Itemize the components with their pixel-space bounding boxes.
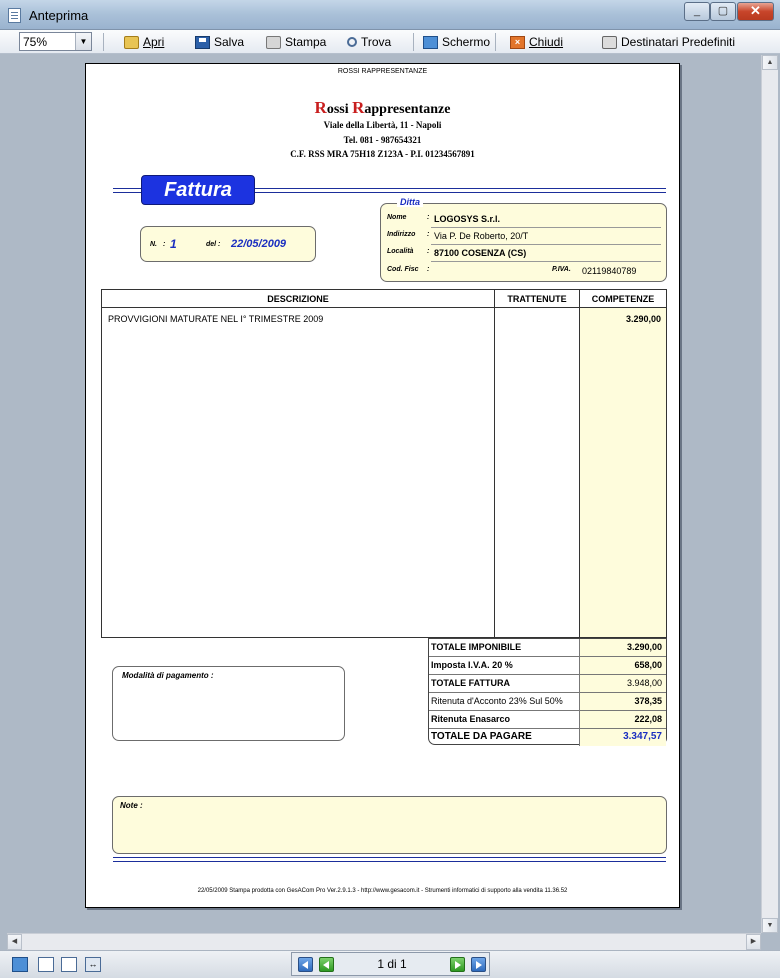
city-label: Località (387, 248, 414, 255)
total-label: Imposta I.V.A. 20 % (431, 660, 513, 670)
tax-code-label: Cod. Fisc (387, 266, 419, 273)
close-button[interactable] (510, 33, 563, 51)
total-label: Ritenuta d'Acconto 23% Sul 50% (431, 696, 563, 706)
floppy-disk-icon (195, 36, 210, 49)
chevron-down-icon[interactable]: ▼ (75, 33, 91, 50)
document-icon (8, 8, 21, 23)
find-label: Trova (361, 35, 392, 49)
company-initial: R (352, 98, 365, 117)
two-pages-icon[interactable] (61, 957, 77, 972)
print-label: Stampa (285, 35, 327, 49)
small-header: ROSSI RAPPRESENTANZE (337, 68, 428, 75)
minimize-button[interactable]: _ (684, 2, 710, 21)
open-label: Apri (143, 35, 165, 49)
header-ritenute: TRATTENUTE (495, 290, 579, 308)
competenze-column-bg (579, 290, 666, 637)
screen-label: Schermo (442, 35, 491, 49)
recipients-button[interactable] (602, 33, 735, 51)
underline (431, 261, 661, 262)
customer-address: Via P. De Roberto, 20/T (434, 231, 529, 241)
address-label: Indirizzo (387, 231, 416, 238)
horizontal-scrollbar[interactable] (7, 933, 761, 950)
divider (113, 857, 666, 858)
print-button[interactable] (266, 33, 326, 51)
previous-page-icon[interactable] (319, 957, 334, 972)
line-items-table (101, 289, 667, 638)
totals-box (428, 638, 667, 745)
number-label: N. (150, 241, 157, 248)
underline (431, 227, 661, 228)
underline (431, 244, 661, 245)
save-button[interactable] (195, 33, 244, 51)
last-page-icon[interactable] (471, 957, 486, 972)
number-colon: : (163, 241, 166, 248)
page-footer: 22/05/2009 Stampa prodotta con GesACom Pro Ver.2.9.1.3 - http://www.gesacom.it - Strumenti informatici di supporto alla vendita 11.36.52 (197, 888, 568, 894)
column-divider (579, 290, 580, 637)
close-window-button[interactable]: ✕ (737, 2, 774, 21)
total-row (429, 675, 666, 693)
total-value: 3.948,00 (626, 678, 662, 688)
toolbar-separator (495, 33, 496, 51)
close-icon: × (510, 36, 525, 49)
row-description: PROVVIGIONI MATURATE NEL I° TRIMESTRE 2009 (108, 314, 324, 324)
grand-total-row (429, 729, 666, 747)
zoom-value: 75% (23, 35, 48, 49)
grand-total-label: TOTALE DA PAGARE (431, 731, 532, 742)
scroll-up-icon[interactable]: ▲ (762, 55, 778, 70)
toolbar (0, 30, 780, 54)
total-row (429, 657, 666, 675)
next-page-icon[interactable] (450, 957, 465, 972)
colon: : (427, 248, 430, 255)
row-competenze: 3.290,00 (625, 314, 661, 324)
scroll-left-icon[interactable]: ◀ (7, 934, 22, 950)
column-divider (494, 290, 495, 637)
notes-box (112, 796, 667, 854)
open-button[interactable] (124, 33, 164, 51)
customer-box (380, 203, 667, 282)
page-indicator: 1 di 1 (377, 957, 407, 971)
company-name-part: ossi (326, 102, 353, 117)
total-row (429, 693, 666, 711)
divider (113, 861, 666, 862)
total-value: 378,35 (634, 696, 662, 706)
total-value: 3.290,00 (626, 642, 662, 652)
date-label: del : (206, 241, 221, 248)
invoice-number-box (140, 226, 316, 262)
title-bar (0, 0, 780, 30)
magnifier-icon (347, 37, 357, 47)
total-value: 658,00 (634, 660, 662, 670)
company-name-part: appresentanze (364, 102, 451, 117)
colon: : (427, 266, 430, 273)
invoice-date: 22/05/2009 (231, 238, 287, 250)
scroll-right-icon[interactable]: ▶ (746, 934, 761, 950)
save-label: Salva (214, 35, 245, 49)
page-navigator (291, 952, 490, 976)
monitor-icon (423, 36, 438, 49)
window-title: Anteprima (29, 8, 89, 23)
company-tax-id: C.F. RSS MRA 75H18 Z123A - P.I. 01234567891 (290, 149, 475, 159)
customer-box-title: Ditta (397, 197, 423, 207)
toolbar-separator (413, 33, 414, 51)
printer-icon (266, 36, 281, 49)
colon: : (427, 231, 430, 238)
total-row (429, 639, 666, 657)
first-page-icon[interactable] (298, 957, 313, 972)
total-label: Ritenuta Enasarco (431, 714, 511, 724)
folder-open-icon (124, 36, 139, 49)
colon: : (427, 214, 430, 221)
grand-total-value: 3.347,57 (623, 731, 662, 742)
fit-width-icon[interactable]: ↔ (85, 957, 101, 972)
vat-label: P.IVA. (552, 266, 571, 273)
total-row (429, 711, 666, 729)
invoice-page (85, 63, 680, 908)
close-label: Chiudi (529, 35, 564, 49)
company-name (86, 98, 679, 118)
customer-vat: 02119840789 (582, 266, 637, 276)
customer-name: LOGOSYS S.r.l. (434, 214, 501, 224)
name-label: Nome (387, 214, 407, 221)
payment-label: Modalità di pagamento : (122, 671, 214, 680)
single-page-icon[interactable] (38, 957, 54, 972)
customer-city: 87100 COSENZA (CS) (434, 248, 527, 258)
vertical-scrollbar[interactable] (761, 55, 778, 933)
printer-icon (602, 36, 617, 49)
scroll-down-icon[interactable]: ▼ (762, 918, 778, 933)
toolbar-separator (103, 33, 104, 51)
payment-box (112, 666, 345, 741)
monitor-icon[interactable] (12, 957, 28, 972)
total-label: TOTALE FATTURA (431, 678, 510, 688)
maximize-button[interactable]: ▢ (710, 2, 736, 21)
find-button[interactable] (347, 33, 391, 51)
header-description: DESCRIZIONE (102, 290, 494, 308)
screen-button[interactable] (423, 33, 490, 51)
company-address: Viale della Libertà, 11 - Napoli (323, 120, 442, 130)
zoom-select[interactable] (19, 32, 92, 51)
total-value: 222,08 (634, 714, 662, 724)
recipients-label: Destinatari Predefiniti (621, 35, 736, 49)
document-type: Fattura (141, 175, 255, 205)
company-phone: Tel. 081 - 987654321 (343, 135, 422, 145)
invoice-number: 1 (170, 237, 177, 251)
notes-label: Note : (120, 801, 143, 810)
header-competenze: COMPETENZE (580, 290, 666, 308)
total-label: TOTALE IMPONIBILE (431, 642, 522, 652)
company-initial: R (314, 98, 327, 117)
